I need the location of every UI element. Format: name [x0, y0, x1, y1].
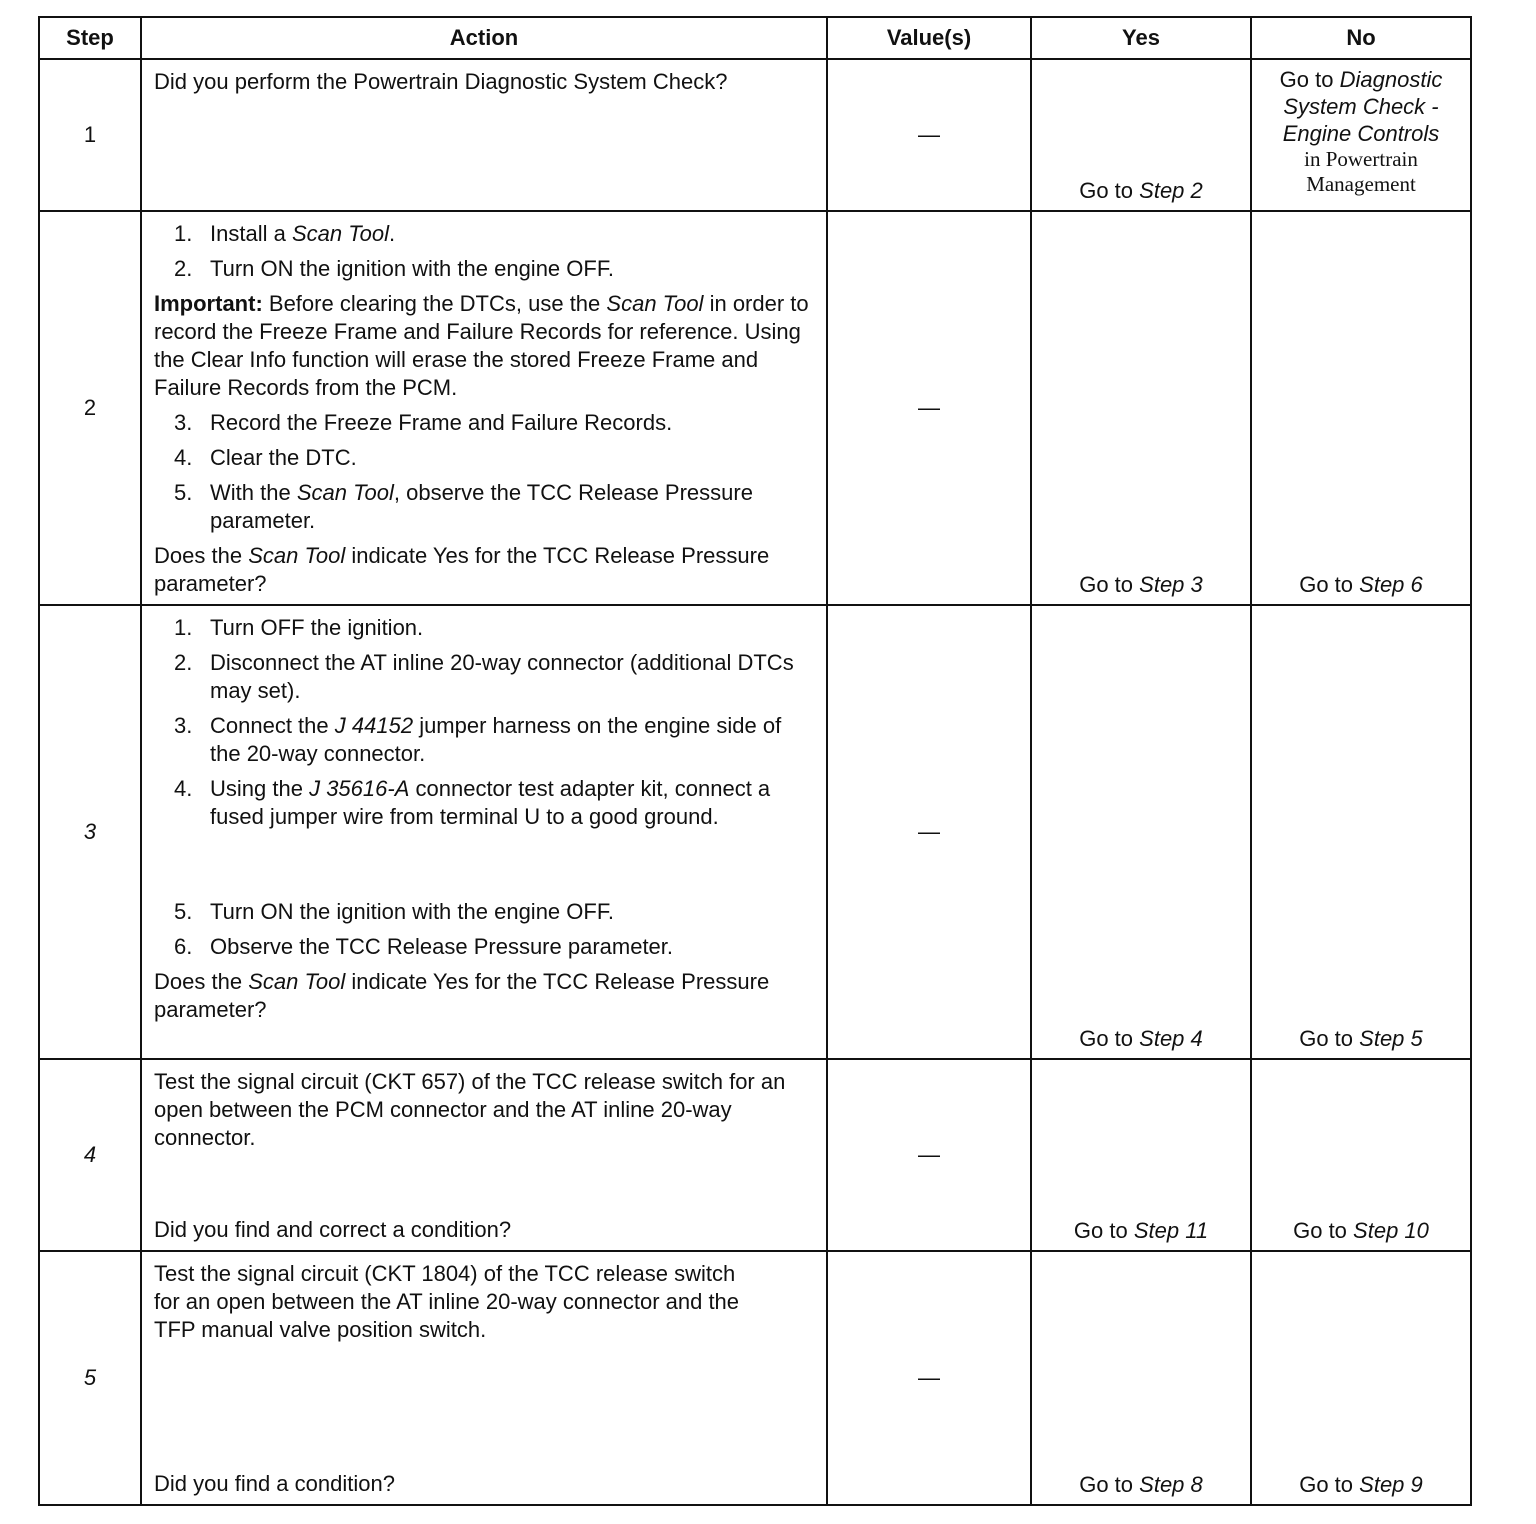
- action-item: 3. Record the Freeze Frame and Failure Records.: [174, 410, 673, 435]
- action-question: Did you perform the Powertrain Diagnostic System Check?: [154, 69, 728, 94]
- action-cell: [141, 1059, 827, 1251]
- yes-goto[interactable]: Go to Step 4: [1079, 1026, 1203, 1051]
- diagnostic-table: [38, 16, 1472, 1506]
- value-dash: —: [827, 59, 1031, 211]
- header-yes: Yes: [1031, 17, 1251, 59]
- action-cell: [141, 211, 827, 605]
- yes-goto[interactable]: Go to Step 8: [1079, 1472, 1203, 1497]
- table-row: [39, 1251, 1471, 1505]
- step-number: 5: [39, 1251, 141, 1505]
- action-cell: [141, 1251, 827, 1505]
- yes-cell: [1031, 59, 1251, 211]
- no-cell: [1251, 1251, 1471, 1505]
- yes-cell: [1031, 605, 1251, 1059]
- no-goto[interactable]: Go to Step 10: [1293, 1218, 1429, 1243]
- table-row: [39, 211, 1471, 605]
- value-dash: —: [827, 1059, 1031, 1251]
- no-cell: [1251, 211, 1471, 605]
- no-cell: [1251, 605, 1471, 1059]
- important-note: Important: Before clearing the DTCs, use the Scan Tool in order to record the Freeze Frame and Failure Records for reference. Using the Clear Info function will erase the stored Freeze Frame and Failure Records from the PCM.: [154, 291, 809, 400]
- no-goto[interactable]: Go to Step 5: [1299, 1026, 1423, 1051]
- action-item: 5. Turn ON the ignition with the engine OFF.: [174, 899, 614, 924]
- action-item: 6. Observe the TCC Release Pressure parameter.: [174, 934, 674, 959]
- header-row: [39, 17, 1471, 59]
- no-goto[interactable]: Go to Step 6: [1299, 572, 1423, 597]
- table-row: [39, 605, 1471, 1059]
- header-step: Step: [39, 17, 141, 59]
- step-number: 1: [39, 59, 141, 211]
- action-item: 2. Disconnect the AT inline 20-way connector (additional DTCs may set).: [174, 650, 794, 703]
- yes-goto[interactable]: Go to Step 3: [1079, 572, 1203, 597]
- yes-cell: [1031, 1251, 1251, 1505]
- no-goto[interactable]: Go to Step 9: [1299, 1472, 1423, 1497]
- yes-cell: [1031, 211, 1251, 605]
- yes-cell: [1031, 1059, 1251, 1251]
- no-goto[interactable]: Go to Diagnostic System Check - Engine Controls in Powertrain Management: [1279, 67, 1443, 196]
- table-row: [39, 59, 1471, 211]
- value-dash: —: [827, 605, 1031, 1059]
- action-question: Does the Scan Tool indicate Yes for the TCC Release Pressure parameter?: [154, 969, 770, 1022]
- action-cell: [141, 605, 827, 1059]
- action-item: 3. Connect the J 44152 jumper harness on the engine side of the 20-way connector.: [174, 713, 782, 766]
- table-row: [39, 1059, 1471, 1251]
- action-text: Test the signal circuit (CKT 1804) of the TCC release switch for an open between the AT inline 20-way connector and the TFP manual valve position switch.: [154, 1261, 740, 1342]
- action-question: Did you find and correct a condition?: [154, 1217, 512, 1242]
- action-item: 5. With the Scan Tool, observe the TCC Release Pressure parameter.: [174, 480, 753, 533]
- yes-goto[interactable]: Go to Step 11: [1073, 1218, 1209, 1243]
- action-item: 4. Clear the DTC.: [174, 445, 357, 470]
- header-values: Value(s): [827, 17, 1031, 59]
- step-number: 3: [39, 605, 141, 1059]
- no-cell: [1251, 59, 1471, 211]
- action-text: Test the signal circuit (CKT 657) of the TCC release switch for an open between the PCM connector and the AT inline 20-way connector.: [154, 1069, 786, 1150]
- step-number: 4: [39, 1059, 141, 1251]
- action-item: 4. Using the J 35616-A connector test adapter kit, connect a fused jumper wire from terminal U to a good ground.: [174, 776, 771, 829]
- value-dash: —: [827, 211, 1031, 605]
- header-no: No: [1251, 17, 1471, 59]
- action-item: 1. Install a Scan Tool.: [174, 221, 396, 246]
- yes-goto[interactable]: Go to Step 2: [1079, 178, 1203, 203]
- step-number: 2: [39, 211, 141, 605]
- action-item: 2. Turn ON the ignition with the engine OFF.: [174, 256, 614, 281]
- action-question: Does the Scan Tool indicate Yes for the TCC Release Pressure parameter?: [154, 543, 770, 596]
- header-action: Action: [141, 17, 827, 59]
- value-dash: —: [827, 1251, 1031, 1505]
- action-cell: [141, 59, 827, 211]
- no-cell: [1251, 1059, 1471, 1251]
- action-item: 1. Turn OFF the ignition.: [174, 615, 424, 640]
- action-question: Did you find a condition?: [154, 1471, 395, 1496]
